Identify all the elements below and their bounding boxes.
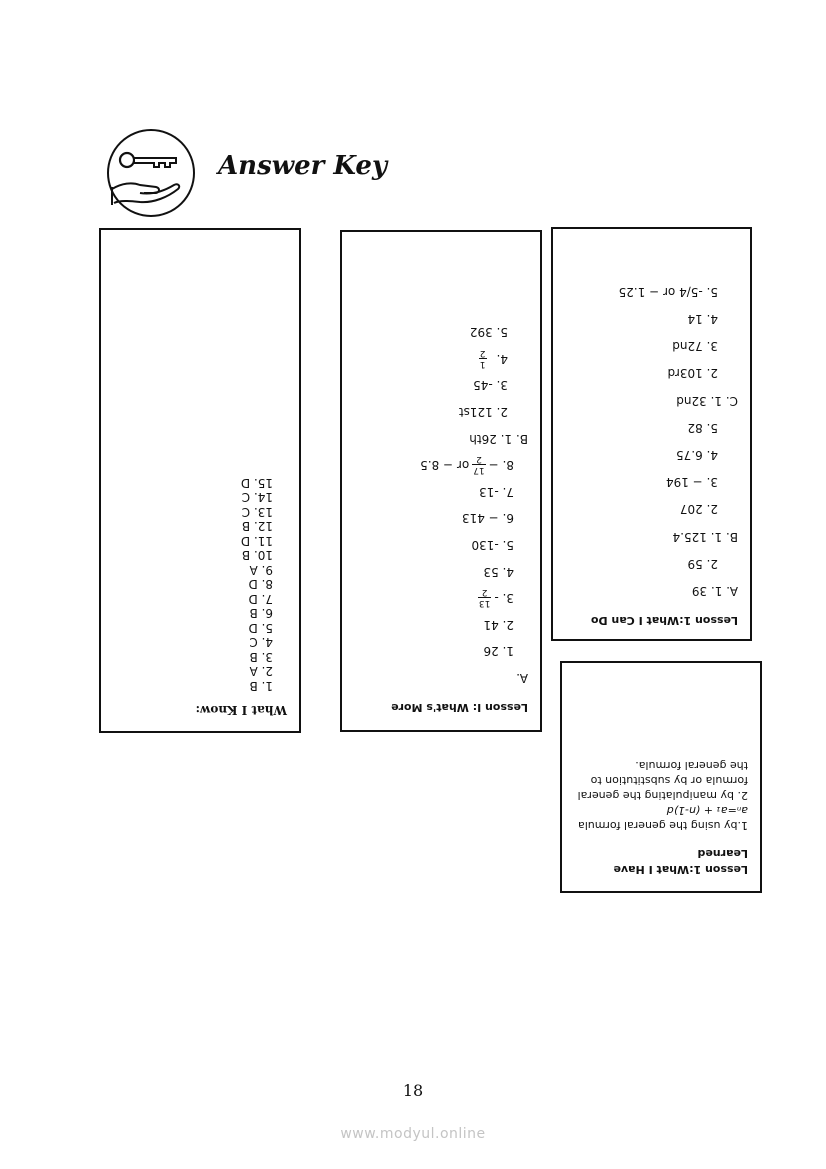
- section-a-label: A.: [516, 671, 528, 685]
- list-item: 12. B: [241, 519, 273, 534]
- list-item: 10. B: [241, 548, 273, 563]
- what-i-know-heading: What I Know:: [195, 703, 287, 717]
- list-item: 5. 82: [687, 420, 718, 435]
- list-item: B. 1. 125.4: [672, 529, 738, 544]
- list-item: 5. 392: [469, 325, 508, 340]
- list-item: 3. 72nd: [672, 339, 718, 354]
- list-item: 4. C: [249, 635, 273, 650]
- list-item: 7. -13: [479, 484, 514, 499]
- fraction: 1 2: [479, 347, 486, 369]
- fraction: 13 2: [478, 587, 491, 609]
- page-title: Answer Key: [218, 151, 388, 181]
- what-i-know-box: [99, 228, 301, 733]
- list-item: 5. D: [248, 621, 273, 635]
- key-hand-logo: [104, 127, 198, 219]
- key-icon: [120, 153, 134, 167]
- what-i-have-learned-box: [560, 661, 762, 893]
- list-item: 2. A: [249, 664, 273, 679]
- list-item: 6. − 413: [461, 511, 514, 526]
- list-item: A. 1. 39: [691, 584, 738, 598]
- list-item: C. 1. 32nd: [676, 393, 738, 408]
- list-item: 1. 26: [483, 644, 514, 659]
- list-item: 4. 1 2: [479, 347, 508, 369]
- section-b-list: [352, 319, 528, 452]
- list-item: B. 1. 26th: [469, 431, 528, 446]
- list-item: 7. D: [248, 592, 273, 606]
- formula: aₙ=a₁ + (n-1)d: [666, 804, 748, 817]
- list-item: 5. -5/4 or − 1.25: [618, 284, 718, 299]
- list-item: 3. B: [249, 650, 273, 664]
- list-item: 15. D: [240, 476, 273, 490]
- section-a-list: [352, 452, 528, 665]
- hand-icon: [112, 183, 179, 203]
- list-item: 9. A: [249, 563, 273, 577]
- list-item: 14. C: [241, 490, 273, 505]
- answer-line-2: 2. by manipulating the general formula or by substitution to the general formula.: [577, 759, 748, 802]
- whats-more-box: [340, 230, 542, 732]
- page-number: 18: [402, 1081, 424, 1100]
- answer-line-1: 1.by using the general formula: [578, 819, 748, 832]
- list-item: 11. D: [240, 534, 273, 548]
- list-item: 3. -45: [473, 378, 508, 393]
- list-item: 8. D: [248, 577, 273, 592]
- list-item: 1. B: [249, 679, 273, 693]
- what-i-have-learned-heading: Lesson 1:What I Have Learned: [613, 847, 748, 876]
- whats-more-heading: Lesson I: What's More: [391, 701, 528, 714]
- list-item: 4. 6.75: [676, 447, 718, 462]
- what-i-can-do-box: [551, 227, 752, 641]
- list-item: 6. B: [249, 606, 273, 621]
- list-item: 13. C: [241, 505, 273, 519]
- list-item: 3. − 194: [665, 475, 718, 490]
- list-item: 4. 53: [483, 564, 514, 579]
- list-item: 2. 207: [679, 502, 718, 517]
- list-item: 2. 103rd: [667, 366, 718, 381]
- watermark: www.modyul.online: [340, 1126, 486, 1142]
- what-i-can-do-heading: Lesson 1:What I Can Do: [590, 614, 738, 627]
- list-item: 4. 14: [687, 311, 718, 326]
- list-item: 2. 121st: [458, 405, 508, 420]
- fraction: 17 2: [473, 454, 485, 476]
- list-item: 2. 59: [687, 556, 718, 571]
- list-item: 5. -130: [471, 538, 514, 553]
- what-i-know-list: [111, 476, 287, 694]
- list-item: 3. - 13 2: [478, 587, 514, 609]
- list-item: 8. − 17 2 or − 8.5: [420, 454, 514, 476]
- list-item: 2. 41: [483, 617, 514, 632]
